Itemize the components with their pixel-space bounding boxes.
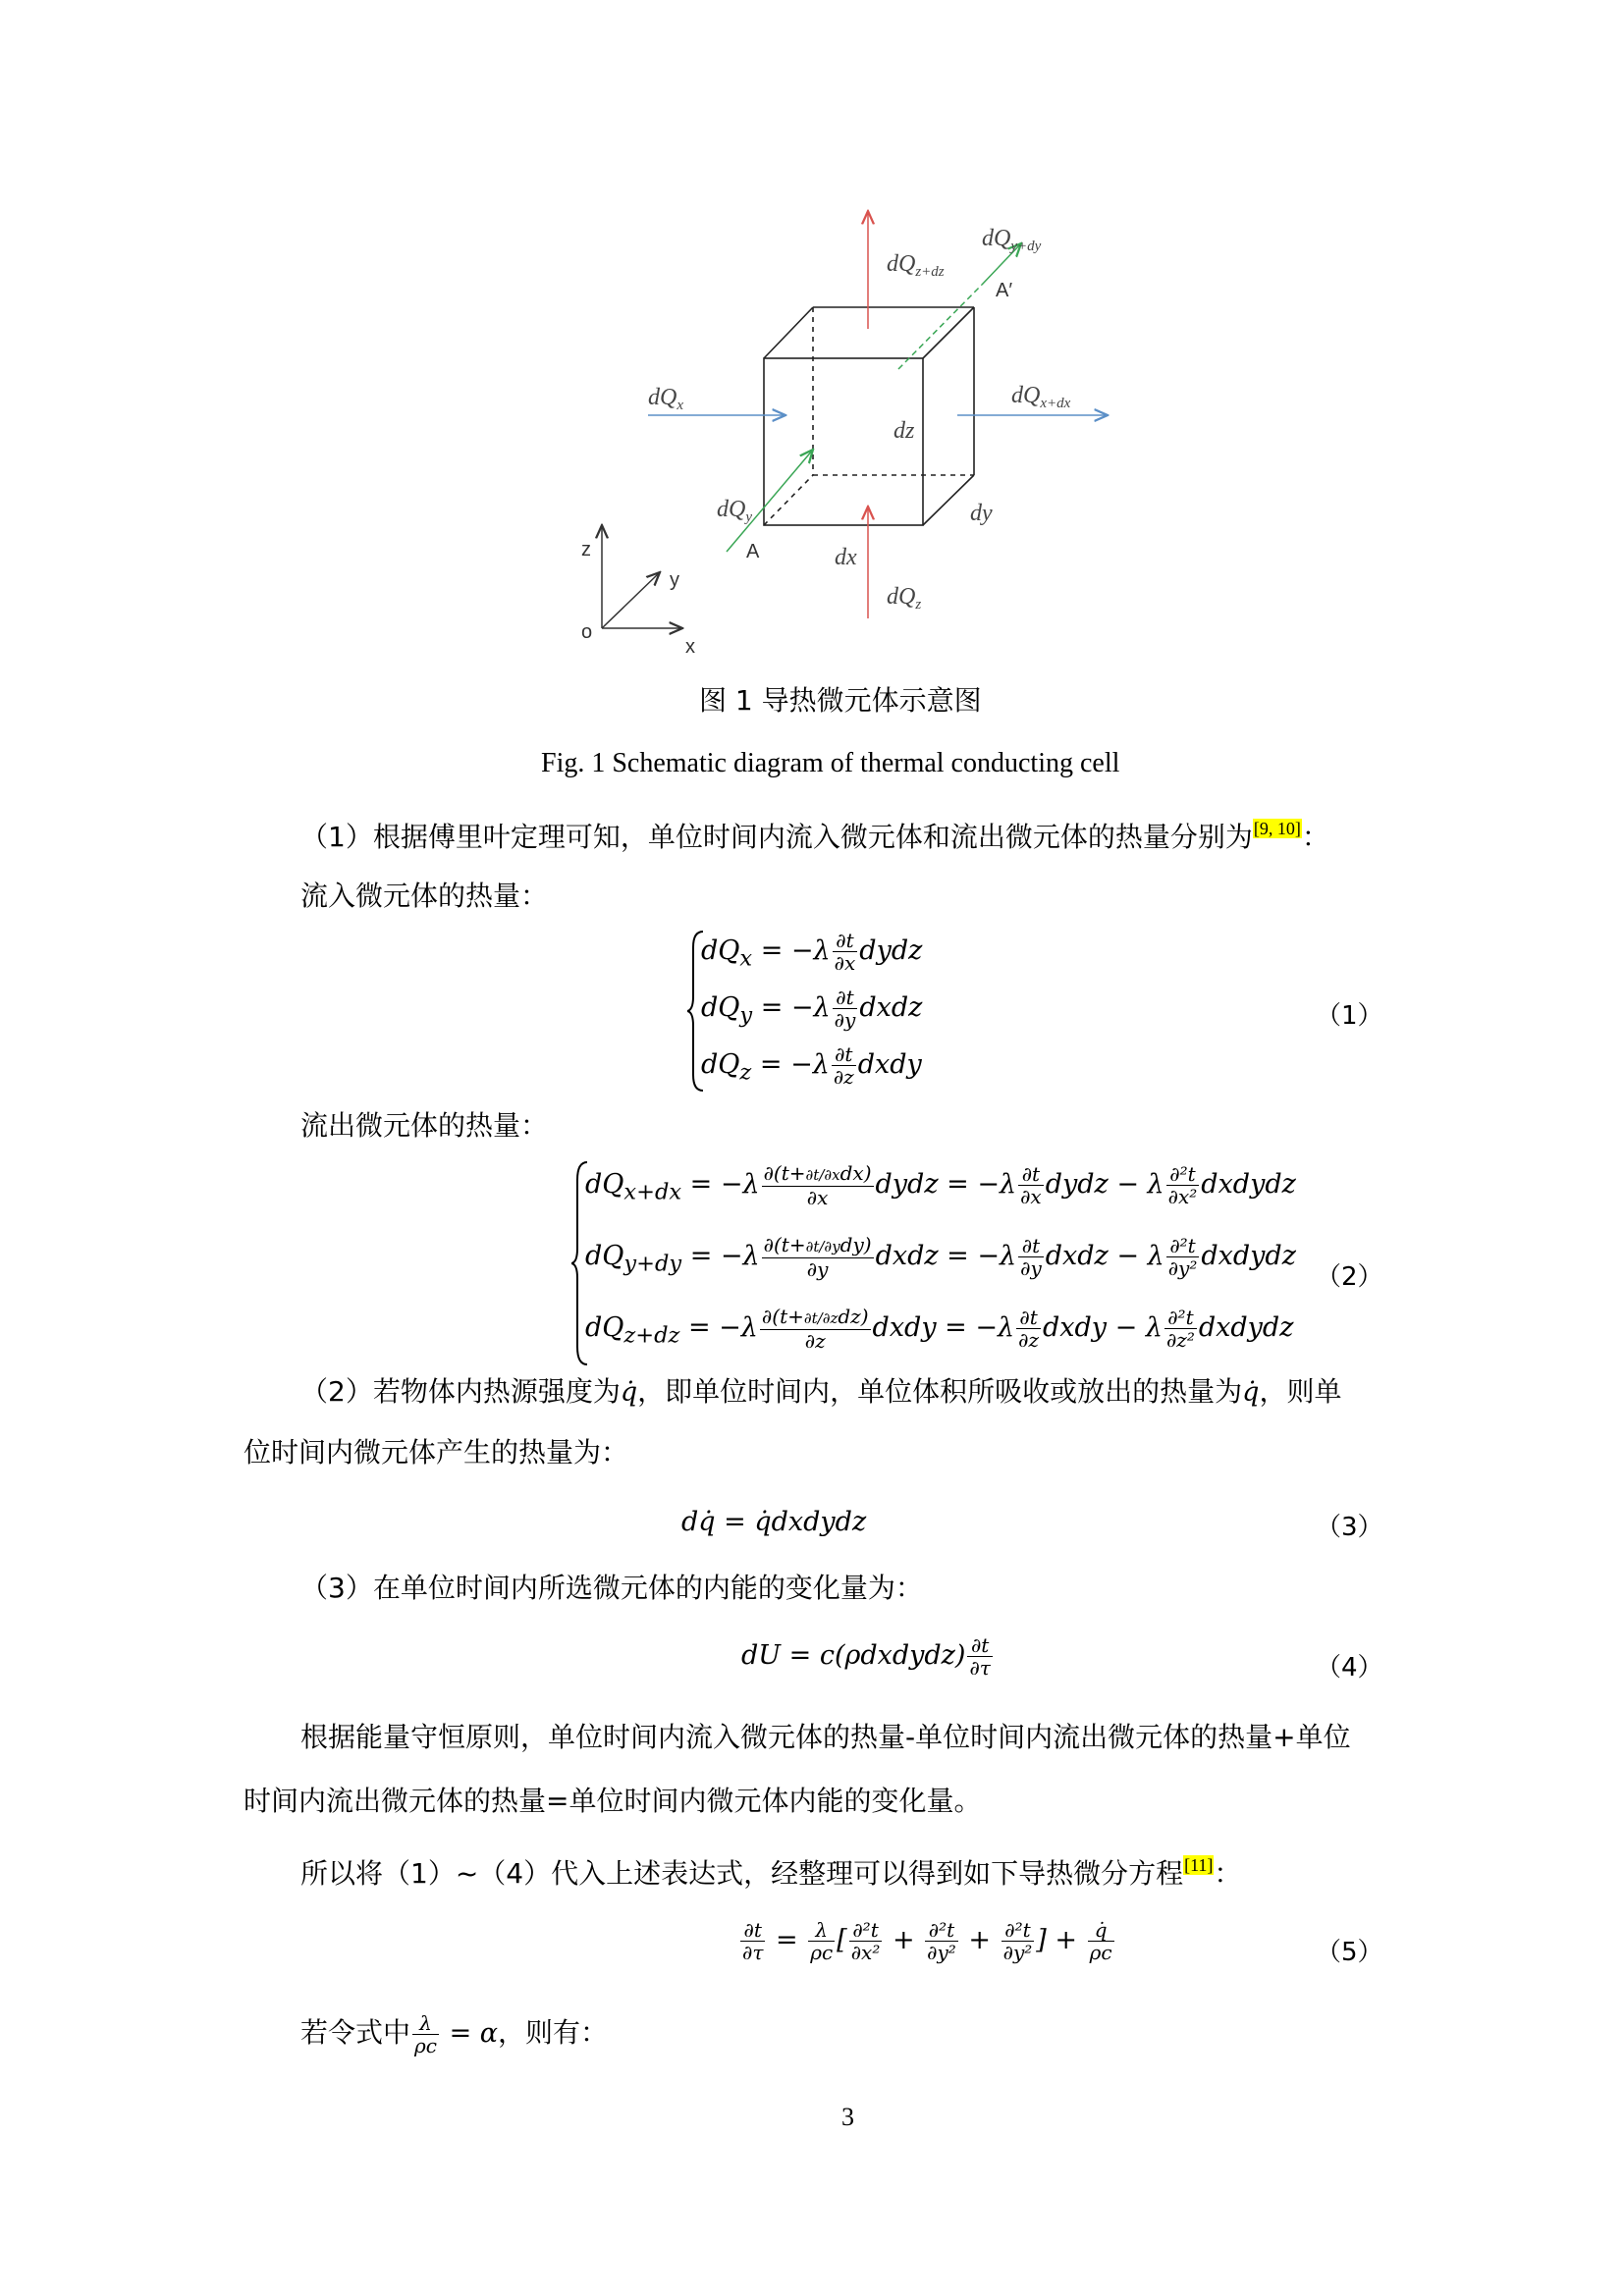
page-number: 3 xyxy=(841,2103,854,2131)
svg-text:dQy+dy: $dQ_{y+dy}$ xyxy=(982,226,1042,254)
svg-text:dy: dy xyxy=(970,501,993,526)
paragraph-4-line-2: 时间内流出微元体的热量=单位时间内微元体内能的变化量。 xyxy=(244,1785,982,1817)
equation-3: dq̇ = q̇dxdydz xyxy=(681,1507,867,1537)
figure-caption-en: Fig. 1 Schematic diagram of thermal conducting cell xyxy=(541,748,1120,778)
inflow-heading: 流入微元体的热量： xyxy=(300,880,549,912)
equation-1: $dQ_x = -\lambda$ $\frac{\partial t}{\partial x}$ dydz $dQ_y = -\lambda$ $\frac{\partial t}{\partial y}$ dxdz $dQ_z = -\lambda$ $\frac{\partial t}{\partial z}$ dxdy xyxy=(687,928,1316,1095)
svg-text:dQz+dz: $dQ_{z+dz}$ xyxy=(887,251,945,280)
svg-text:o: o xyxy=(581,621,593,643)
svg-text:A′: A′ xyxy=(996,280,1013,301)
svg-text:x: x xyxy=(685,636,695,658)
svg-text:A: A xyxy=(746,541,760,562)
svg-text:y: y xyxy=(670,569,679,591)
svg-text:dx: dx xyxy=(835,545,857,570)
paragraph-1: （1）根据傅里叶定理可知，单位时间内流入微元体和流出微元体的热量分别为[9, 10]： xyxy=(300,819,1329,853)
svg-text:dQz: $dQ_z$ xyxy=(887,584,922,613)
equation-4-number: （4） xyxy=(1316,1653,1383,1682)
paragraph-2-line-1: （2）若物体内热源强度为q̇，即单位时间内，单位体积所吸收或放出的热量为q̇，则单 xyxy=(300,1375,1342,1408)
equation-5-number: （5） xyxy=(1316,1938,1383,1967)
equation-5: $\frac{\partial t}{\partial\tau}$ = $\frac{\lambda}{\rho c}$ [ $\frac{\text{∂²t}}{\text{∂x²}}$ + $\frac{\text{∂²t}}{\text{∂y²}}$ + $\frac{\text{∂²t}}{\text{∂y²}}$ ] + $\frac{q̇}{\rho c}$ xyxy=(742,1918,1112,1964)
svg-text:dQx: $dQ_x$ xyxy=(648,385,684,413)
svg-text:dQy: $dQ_y$ xyxy=(717,497,753,525)
arrow-dQydy xyxy=(898,285,982,369)
figure-caption-cn: 图 1 导热微元体示意图 xyxy=(699,684,982,717)
svg-text:z: z xyxy=(581,539,591,561)
citation-11[interactable]: [11] xyxy=(1184,1855,1214,1875)
cube xyxy=(764,307,974,525)
citation-9-10[interactable]: [9, 10] xyxy=(1253,819,1301,838)
equation-2-number: （2） xyxy=(1316,1262,1383,1292)
equation-4: dU = c(ρdxdydz) $\frac{\partial t}{\partial\tau}$ xyxy=(741,1633,991,1680)
paragraph-3: （3）在单位时间内所选微元体的内能的变化量为： xyxy=(300,1572,923,1604)
equation-3-number: （3） xyxy=(1316,1513,1383,1542)
paragraph-4-line-1: 根据能量守恒原则，单位时间内流入微元体的热量-单位时间内流出微元体的热量+单位 xyxy=(300,1721,1351,1753)
equation-1-number: （1） xyxy=(1316,1001,1383,1031)
outflow-heading: 流出微元体的热量： xyxy=(300,1109,549,1142)
paragraph-6: 若令式中 $\frac{\lambda}{\rho c}$ = α，则有： xyxy=(300,2011,609,2057)
thermal-cell-diagram xyxy=(550,196,1139,667)
equation-2: $dQ_{x+dx} = -\lambda$ $\frac{\text{∂(t+∂t/∂xdx)}}{\partial x}$ dydz = −λ $\frac{\partial t}{\partial x}$ dydz − λ $\frac{\text{∂²t}}{\text{∂x²}}$ dxdydz $dQ_{y+dy} = -\lambda$ $\frac{\text{∂(t+∂t/∂ydy)}}{\partial y}$ dxdz = −λ $\frac{\partial t}{\partial y}$ dxdz − λ $\frac{\text{∂²t}}{\text{∂y²}}$ dxdydz $dQ_{z+dz} = -\lambda$ $\frac{\text{∂(t+∂t/∂zdz)}}{\partial z}$ dxdy = −λ $\frac{\partial t}{\partial z}$ dxdy − λ $\frac{\text{∂²t}}{\text{∂z²}}$ dxdydz xyxy=(571,1158,1318,1369)
paragraph-5: 所以将（1）~（4）代入上述表达式，经整理可以得到如下导热微分方程[11]： xyxy=(300,1855,1242,1890)
paragraph-2-line-2: 位时间内微元体产生的热量为： xyxy=(244,1436,629,1468)
svg-text:dQx+dx: $dQ_{x+dx}$ xyxy=(1011,383,1071,411)
svg-text:dz: dz xyxy=(893,418,915,444)
